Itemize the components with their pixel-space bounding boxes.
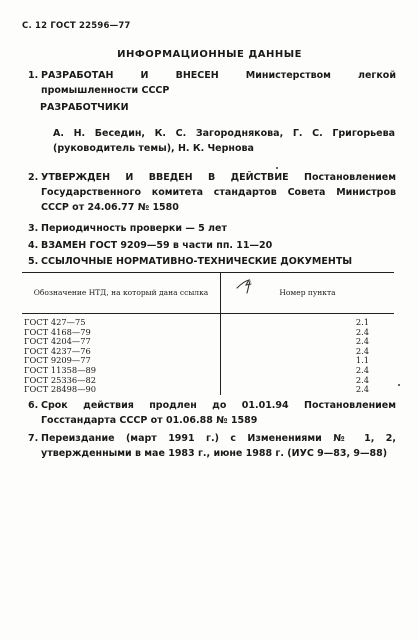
column-header-document: Обозначение НТД, на который дана ссылка [22,273,221,314]
clause-cell: 1.1 [355,355,370,366]
info-item-6 [28,398,396,428]
info-item-7 [28,431,396,461]
clause-cell: 2.4 [355,374,370,385]
section-title: ИНФОРМАЦИОННЫЕ ДАННЫЕ [117,49,302,60]
clause-cell: 2.4 [355,364,370,375]
item-number: 5. [28,256,39,267]
item-text: РАЗРАБОТАН И ВНЕСЕН Министерством легкой промышленности СССР [41,70,396,96]
info-item-1 [28,68,396,98]
item-text: ВЗАМЕН ГОСТ 9209—59 в части пп. 11—20 [41,240,273,251]
clause-cell: 2.4 [355,384,370,395]
developers-names: А. Н. Беседин, К. С. Загороднякова, Г. С. Григорьева (руководитель темы), Н. К. Чернова [53,128,395,154]
clause-cell: 2.4 [355,345,370,356]
column-header-clause: Номер пункта [221,273,395,314]
item-number: 6. [28,400,39,411]
item-text: Периодичность проверки — 5 лет [41,223,227,234]
item-text: Переиздание (март 1991 г.) с Изменениями № 1, 2, утвержденными в мае 1983 г., июне 1988 г. (ИУС 9—83, 9—88) [41,433,396,459]
document-cell: ГОСТ 11358—89 [22,366,221,376]
developers-heading: РАЗРАБОТЧИКИ [40,102,129,113]
item-number: 4. [28,240,39,251]
table-row [22,314,394,328]
document-cell: ГОСТ 427—75 [22,314,221,328]
item-number: 7. [28,433,39,444]
document-cell: ГОСТ 4237—76 [22,347,221,357]
reference-documents-table [22,272,394,395]
clause-cell: 2.1 [355,317,370,327]
item-text: УТВЕРЖДЕН И ВВЕДЕН В ДЕЙСТВИЕ Постановлением Государственного комитета стандартов Совета Министров СССР от 24.06.77 № 1580 [41,172,396,213]
info-item-5 [28,254,396,269]
item-number: 2. [28,172,39,183]
item-text: Срок действия продлен до 01.01.94 Постановлением Госстандарта СССР от 01.06.88 № 1589 [41,400,396,426]
document-cell: ГОСТ 9209—77 [22,356,221,366]
table-row [22,385,394,395]
clause-cell: 2.4 [355,326,370,337]
stray-mark [276,167,278,169]
table-header-row [22,273,394,314]
info-item-3 [28,221,396,236]
item-number: 1. [28,70,39,81]
document-cell: ГОСТ 25336—82 [22,376,221,386]
clause-cell: 2.4 [355,336,370,347]
handwritten-mark [233,276,263,296]
document-cell: ГОСТ 4204—77 [22,337,221,347]
info-item-2 [28,170,396,215]
page-header: С. 12 ГОСТ 22596—77 [22,21,131,31]
document-cell: ГОСТ 4168—79 [22,328,221,338]
info-item-4 [28,238,396,253]
item-number: 3. [28,223,39,234]
stray-mark [398,384,400,386]
document-cell: ГОСТ 28498—90 [22,385,221,395]
item-text: ССЫЛОЧНЫЕ НОРМАТИВНО-ТЕХНИЧЕСКИЕ ДОКУМЕНТЫ [41,256,353,267]
